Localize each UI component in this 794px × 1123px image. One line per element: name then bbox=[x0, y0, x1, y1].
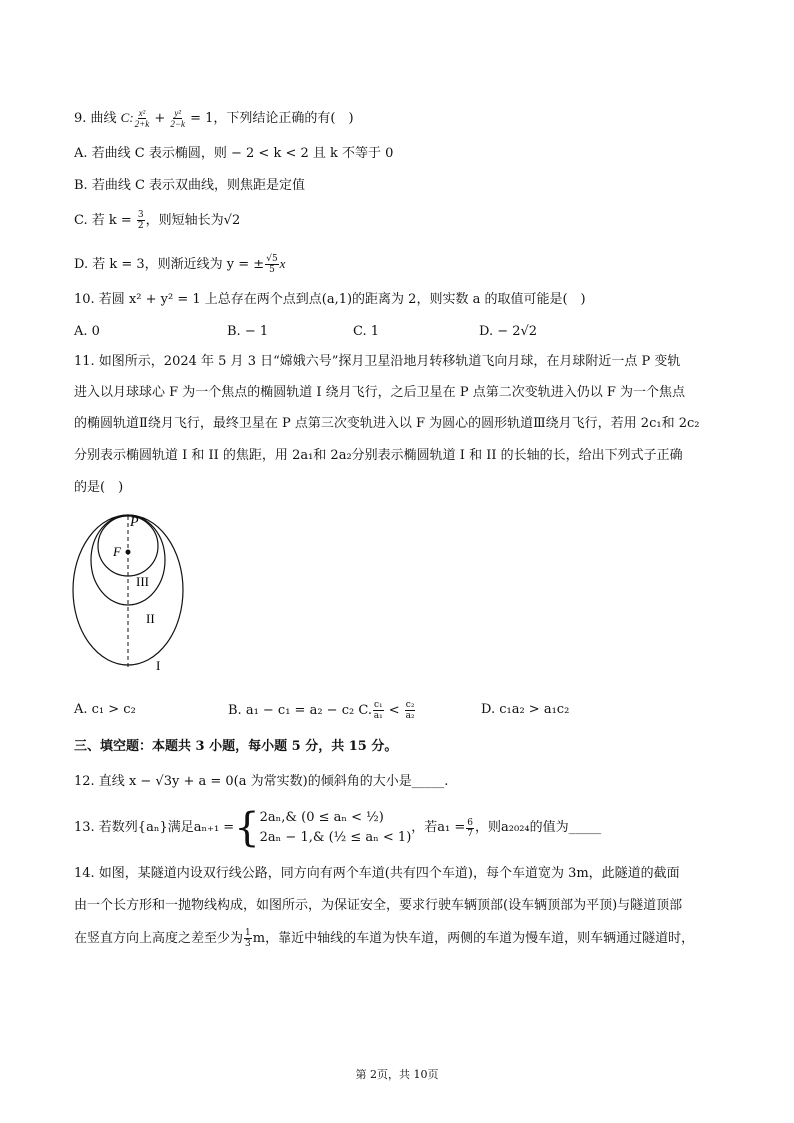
q10-option-a: A. 0 bbox=[74, 324, 100, 339]
q13-case1: 2aₙ,& (0 ≤ aₙ < ½) bbox=[259, 810, 384, 825]
q13-frac-num: 6 bbox=[467, 817, 474, 828]
q11-option-a: A. c₁ > c₂ bbox=[74, 702, 136, 717]
label-f: F bbox=[113, 544, 121, 559]
q13-stem bbox=[74, 806, 601, 850]
label-iii: III bbox=[136, 574, 149, 589]
q9-c-prefix: C. 若 k = bbox=[74, 213, 136, 228]
q9-d-frac-den: 5 bbox=[269, 265, 275, 275]
q11-c-frac1-num: c₁ bbox=[373, 700, 383, 710]
q10-option-c: C. 1 bbox=[353, 324, 380, 339]
q11-line1: 11. 如图所示，2024 年 5 月 3 日“嫦娥六号”探月卫星沿地月转移轨道飞向月球，在月球附近一点 P 变轨 bbox=[74, 354, 681, 369]
q13-frac-den: 7 bbox=[467, 828, 474, 839]
q13-cases bbox=[260, 808, 412, 848]
q9-frac2-num: y² bbox=[174, 108, 182, 118]
q12-stem: 12. 直线 x − √3y + a = 0(a 为常实数)的倾斜角的大小是_____. bbox=[74, 774, 449, 789]
q14-line3-suffix: m，靠近中轴线的车道为快车道，两侧的车道为慢车道，则车辆通过隧道时， bbox=[252, 931, 695, 946]
q9-frac1 bbox=[135, 108, 150, 129]
focus-point bbox=[126, 550, 131, 555]
q14-frac-den: 3 bbox=[245, 939, 251, 949]
q11-c-frac2-num: c₂ bbox=[405, 700, 415, 710]
q9-option-d bbox=[74, 254, 285, 275]
q9-d-frac-num: √5 bbox=[266, 254, 278, 264]
label-p: P bbox=[130, 515, 139, 530]
q13-prefix: 13. 若数列{aₙ}满足aₙ₊₁ = bbox=[74, 820, 235, 835]
q13-suffix: ，则a₂₀₂₄的值为_____ bbox=[475, 820, 602, 835]
q9-option-c bbox=[74, 210, 240, 231]
q11-c-frac1-den: a₁ bbox=[373, 711, 383, 721]
q11-option-b-c bbox=[228, 700, 416, 721]
q14-frac bbox=[244, 928, 252, 949]
q9-frac1-num: x² bbox=[138, 108, 146, 118]
page-footer: 第 2页，共 10页 bbox=[355, 1068, 439, 1081]
q14-frac-num: 1 bbox=[245, 928, 251, 938]
q14-line1: 14. 如图，某隧道内设双行线公路，同方向有两个车道(共有四个车道)，每个车道宽为 3m，此隧道的截面 bbox=[74, 866, 680, 881]
q13-case2: 2aₙ − 1,& (½ ≤ aₙ < 1) bbox=[259, 830, 412, 845]
q11-b-prefix: B. a₁ − c₁ = a₂ − c₂ C. bbox=[228, 703, 372, 718]
q9-plus: + bbox=[150, 111, 170, 126]
q9-d-suffix: x bbox=[279, 256, 286, 271]
q9-c-suffix: ，则短轴长为√2 bbox=[145, 213, 241, 228]
q11-c-frac2 bbox=[405, 700, 416, 721]
q11-line3: 的椭圆轨道Ⅱ绕月飞行，最终卫星在 P 点第三次变轨进入以 F 为圆心的圆形轨道Ⅲ绕月飞行，若用 2c₁和 2c₂ bbox=[74, 416, 700, 431]
q9-c-frac bbox=[137, 210, 145, 231]
q9-stem-prefix: 9. 曲线 bbox=[74, 111, 121, 126]
q10-option-d: D. − 2√2 bbox=[479, 324, 538, 339]
q9-frac2 bbox=[170, 108, 185, 129]
q9-curve: C: bbox=[120, 110, 134, 125]
q10-stem: 10. 若圆 x² + y² = 1 上总存在两个点到点(a,1)的距离为 2，则实数 a 的取值可能是( ) bbox=[74, 292, 586, 307]
q10-option-b: B. − 1 bbox=[227, 324, 269, 339]
q13-left-brace: { bbox=[234, 805, 260, 851]
q11-c-frac1 bbox=[373, 700, 384, 721]
q11-line4: 分别表示椭圆轨道 I 和 II 的焦距，用 2a₁和 2a₂分别表示椭圆轨道 I 和 II 的长轴的长，给出下列式子正确 bbox=[74, 448, 683, 463]
q11-option-d: D. c₁a₂ > a₁c₂ bbox=[481, 702, 570, 717]
orbit-figure bbox=[68, 508, 208, 678]
q9-stem bbox=[74, 108, 354, 129]
q11-line2: 进入以月球球心 F 为一个焦点的椭圆轨道 I 绕月飞行，之后卫星在 P 点第二次变轨进入仍以 F 为一个焦点 bbox=[74, 385, 685, 400]
q9-frac1-den: 2+k bbox=[134, 119, 150, 129]
q9-c-frac-den: 2 bbox=[137, 221, 144, 231]
label-i: I bbox=[156, 658, 161, 673]
q11-c-lt: < bbox=[384, 703, 404, 718]
q9-d-prefix: D. 若 k = 3，则渐近线为 y = ± bbox=[74, 257, 265, 272]
q9-c-frac-num: 3 bbox=[137, 210, 144, 220]
q9-option-b: B. 若曲线 C 表示双曲线，则焦距是定值 bbox=[74, 178, 306, 193]
q9-option-a: A. 若曲线 C 表示椭圆，则 − 2 < k < 2 且 k 不等于 0 bbox=[74, 146, 394, 161]
q14-line3-prefix: 在竖直方向上高度之差至少为 bbox=[74, 931, 244, 946]
section-heading: 三、填空题：本题共 3 小题，每小题 5 分，共 15 分。 bbox=[74, 739, 398, 754]
q9-d-frac bbox=[265, 254, 278, 275]
q13-frac bbox=[466, 818, 474, 839]
q11-c-frac2-den: a₂ bbox=[405, 711, 415, 721]
q13-mid: ，若a₁ = bbox=[411, 820, 466, 835]
q14-line3 bbox=[74, 928, 694, 949]
q11-line5: 的是( ) bbox=[74, 480, 124, 495]
label-ii: II bbox=[146, 611, 155, 626]
q9-frac2-den: 2−k bbox=[170, 119, 185, 129]
q9-stem-suffix: = 1，下列结论正确的有( ) bbox=[186, 111, 354, 126]
q14-line2: 由一个长方形和一抛物线构成，如图所示，为保证安全，要求行驶车辆顶部(设车辆顶部为平顶)与隧道顶部 bbox=[74, 898, 683, 913]
